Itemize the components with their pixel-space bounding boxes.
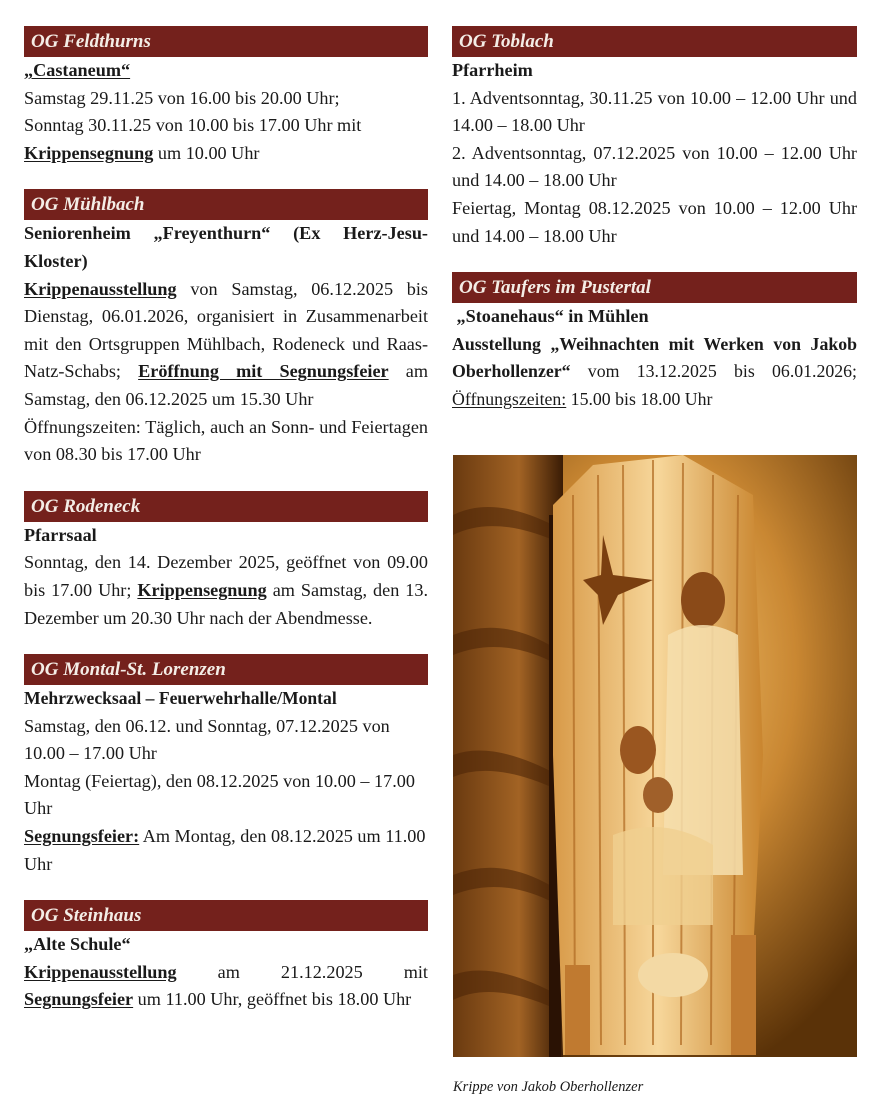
section-steinhaus	[24, 900, 428, 1014]
highlight: Segnungsfeier	[24, 989, 134, 1010]
nativity-carving-image	[453, 455, 857, 1057]
text: 15.00 bis 18.00 Uhr	[566, 388, 713, 409]
text: Sonntag, den 14. Dezember 2025, geöffnet von 09.00 bis 17.00 Uhr;	[24, 552, 428, 600]
venue: Pfarrheim	[452, 60, 533, 80]
text: am Samstag, den 13. Dezember um 20.30 Uhr nach der Abendmesse.	[24, 579, 428, 628]
highlight: Segnungsfeier:	[24, 826, 140, 847]
venue: „Castaneum“	[24, 60, 131, 80]
left-column	[24, 26, 428, 1036]
nativity-photo	[453, 455, 857, 1057]
schedule-line: Sonntag 30.11.25 von 10.00 bis 17.00 Uhr mit	[24, 115, 362, 136]
photo-caption: Krippe von Jakob Oberhollenzer	[453, 1079, 644, 1095]
section-title: OG Steinhaus	[24, 900, 428, 931]
highlight: Öffnungszeiten:	[452, 388, 567, 409]
schedule-text	[452, 331, 857, 414]
text: Am Montag, den 08.12.2025 um 11.00 Uhr	[24, 826, 426, 874]
right-column	[452, 26, 857, 436]
manger-figure	[613, 827, 713, 925]
schedule-text	[24, 549, 428, 632]
text: am 21.12.2025 mit	[176, 961, 428, 982]
text: am Samstag, den 06.12.2025 um 15.30 Uhr	[24, 361, 428, 409]
section-title: OG Mühlbach	[24, 189, 428, 220]
section-rodeneck	[24, 491, 428, 632]
schedule-text	[24, 140, 428, 168]
schedule-text	[24, 959, 428, 1014]
schedule-text	[24, 823, 428, 878]
schedule-line: Montag (Feiertag), den 08.12.2025 von 10.00 – 17.00 Uhr	[24, 770, 415, 819]
opening-hours: Öffnungszeiten: Täglich, auch an Sonn- und Feiertagen von 08.30 bis 17.00 Uhr	[24, 416, 428, 465]
section-title: OG Feldthurns	[24, 26, 428, 57]
schedule-line: 2. Adventsonntag, 07.12.2025 von 10.00 – 12.00 Uhr und 14.00 – 18.00 Uhr	[452, 142, 857, 191]
schedule-text	[24, 276, 428, 414]
section-taufers	[452, 272, 857, 413]
wood-post-right	[731, 935, 756, 1055]
schedule-line: Samstag, den 06.12. und Sonntag, 07.12.2025 von 10.00 – 17.00 Uhr	[24, 715, 390, 764]
highlight: Eröffnung mit Segnungsfeier	[138, 361, 389, 382]
section-feldthurns	[24, 26, 428, 167]
section-muehlbach	[24, 189, 428, 468]
exhibition-title: Ausstellung „Weihnachten mit Werken von Jakob Oberhollenzer“	[452, 333, 857, 382]
text: von Samstag, 06.12.2025 bis Dienstag, 06.01.2026, organisiert in Zusammenarbeit mit den Ortsgruppen Mühlbach, Rodeneck und Raas-Natz-Schabs;	[24, 278, 428, 382]
venue: Mehrzwecksaal – Feuerwehrhalle/Montal	[24, 688, 337, 709]
section-montal	[24, 654, 428, 878]
section-title: OG Montal-St. Lorenzen	[24, 654, 428, 685]
joseph-head	[643, 777, 673, 813]
schedule-line: Feiertag, Montag 08.12.2025 von 10.00 – 12.00 Uhr und 14.00 – 18.00 Uhr	[452, 197, 857, 246]
text: um 10.00 Uhr	[153, 142, 260, 163]
highlight: Krippenausstellung	[24, 278, 177, 299]
schedule-line: Samstag 29.11.25 von 16.00 bis 20.00 Uhr;	[24, 87, 340, 108]
venue: „Alte Schule“	[24, 934, 131, 955]
highlight: Krippensegnung	[137, 579, 267, 600]
sheep-carving	[638, 953, 708, 997]
schedule-line: 1. Adventsonntag, 30.11.25 von 10.00 – 12.00 Uhr und 14.00 – 18.00 Uhr	[452, 87, 857, 136]
highlight: Krippensegnung	[24, 142, 154, 163]
text: vom 13.12.2025 bis 06.01.2026;	[570, 361, 857, 382]
venue: „Stoanehaus“ in Mühlen	[452, 306, 649, 327]
section-toblach	[452, 26, 857, 250]
section-title: OG Toblach	[452, 26, 857, 57]
text: um 11.00 Uhr, geöffnet bis 18.00 Uhr	[133, 989, 412, 1010]
wood-post-left	[565, 965, 590, 1055]
section-title: OG Rodeneck	[24, 491, 428, 522]
venue: Seniorenheim „Freyenthurn“ (Ex Herz-Jesu-Kloster)	[24, 223, 428, 271]
section-title: OG Taufers im Pustertal	[452, 272, 857, 303]
venue: Pfarrsaal	[24, 524, 97, 545]
angel-head	[681, 572, 725, 628]
highlight: Krippenausstellung	[24, 961, 177, 982]
mary-head	[620, 726, 656, 774]
